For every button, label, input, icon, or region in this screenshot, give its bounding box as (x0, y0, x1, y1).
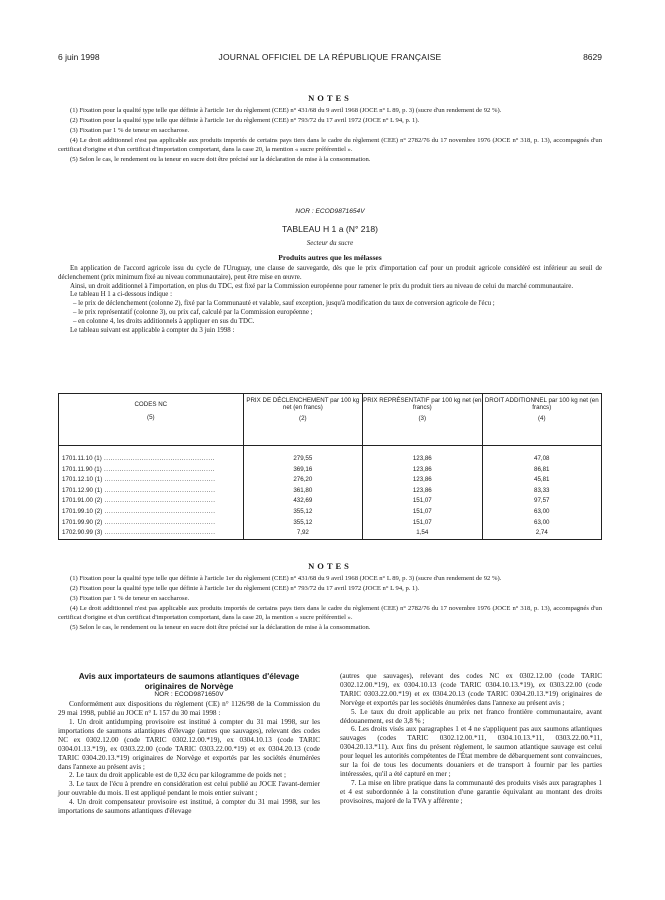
cell-representative-price (363, 528, 482, 539)
avis-paragraph: 3. Le taux de l'écu à prendre en considération est celui publié au JOCE l'avant-dernier jour ouvrable du mois. Il est appliqué pendant le mois entier suivant ; (58, 780, 320, 798)
dot-leader: .................................................. (101, 465, 215, 473)
tableau-nor: NOR : ECOD9871654V (295, 208, 365, 215)
column-header-codes (59, 394, 244, 446)
cell-representative-price-value: 123,86 (412, 465, 432, 473)
cell-nc-code (59, 528, 244, 539)
cell-trigger-price-value: 361,80 (293, 486, 313, 494)
header-page-number: 8629 (583, 52, 602, 62)
note-item: (5) Selon le cas, le rendement ou la teneur en sucre doit être précisé sur la déclaration de mise à la consommation. (70, 623, 371, 631)
cell-nc-code (59, 475, 244, 486)
intro-bullet: – en colonne 4, les droits additionnels à appliquer en sus du TDC. (73, 317, 255, 325)
header-journal-title: JOURNAL OFFICIEL DE LA RÉPUBLIQUE FRANÇAISE (218, 52, 442, 62)
cell-representative-price-value: 151,07 (412, 507, 432, 515)
header-date: 6 juin 1998 (58, 52, 100, 62)
cell-nc-code-value: 1702.90.99 (3) (62, 529, 103, 537)
cell-representative-price (363, 486, 482, 497)
cell-nc-code-value: 1701.99.10 (2) (62, 507, 103, 515)
cell-representative-price-value: 123,86 (412, 486, 432, 494)
note-item: (1) Fixation pour la qualité type telle que définie à l'article 1er du règlement (CEE) n° 431/68 du 9 avril 1968 (JOCE n° L 89, p. 3) (sucre d'un rendement de 92 %). (70, 575, 502, 582)
cell-nc-code-value: 1701.12.10 (1) (62, 476, 103, 484)
cell-representative-price-value: 123,86 (412, 455, 432, 462)
cell-representative-price (363, 475, 482, 486)
note-item: (3) Fixation par 1 % de teneur en saccharose. (70, 126, 190, 134)
cell-trigger-price (243, 528, 362, 539)
cell-trigger-price-value: 276,20 (293, 476, 313, 484)
cell-nc-code (59, 486, 244, 497)
avis-paragraph: 1. Un droit antidumping provisoire est institué à compter du 31 mai 1998, sur les importations de saumons atlantiques d'élevage (autres que sauvages), relevant des codes NC ex 0302.12.00 (code TARIC 0302.12.00.*19), ex 0304.10.13 (code TARIC 0304.01.13.*19), ex 0303.22.00 (code TARIC 0303.22.00.*19) et ex 0304.20.13 (code TARIC 0304.20.13.*19) originaires de Norvège et exportés par les sociétés énumérées dans l'annexe au présent avis ; (58, 718, 320, 771)
cell-nc-code-value: 1701.12.90 (1) (62, 486, 103, 494)
dot-leader: .................................................. (101, 455, 215, 462)
cell-trigger-price (243, 454, 362, 465)
notes-bottom-title: NOTES (308, 561, 352, 571)
cell-trigger-price (243, 496, 362, 507)
tableau-sector: Secteur du sucre (306, 239, 354, 247)
note-item: (2) Fixation pour la qualité type telle que définie à l'article 1er du règlement (CEE) n° 793/72 du 17 avril 1972 (JOCE n° L 94, p. 1). (70, 116, 420, 124)
note-item: (5) Selon le cas, le rendement ou la teneur en sucre doit être précisé sur la déclaration de mise à la consommation. (70, 155, 371, 163)
cell-additional-duty-value: 63,00 (534, 518, 550, 526)
cell-trigger-price (243, 465, 362, 476)
cell-additional-duty-value: 86,81 (534, 465, 550, 473)
column-header-representative-price (363, 394, 482, 446)
intro-bullet: – le prix de déclenchement (colonne 2), fixé par la Communauté et valable, sauf exception, jusqu'à modification du taux de conversion agricole de l'écu ; (73, 300, 495, 308)
table-body (59, 446, 602, 540)
cell-additional-duty (482, 528, 601, 539)
cell-representative-price-value: 1,54 (416, 529, 429, 537)
cell-representative-price (363, 518, 482, 529)
avis-nor: NOR : ECOD9871650V (154, 691, 224, 699)
column-header-additional-duty (482, 394, 601, 446)
table-row (59, 465, 602, 476)
note-item: (4) Le droit additionnel n'est pas applicable aux produits importés de certains pays tiers dans le cadre du règlement (CEE) n° 2782/76 du 17 novembre 1976 (JOCE n° 318, p. 13), accompagnés d'un certificat d'origine et d'un certificat d'importation comportant, dans la case 20, la mention « sucre préférentiel ». (58, 136, 602, 153)
cell-representative-price-value: 151,07 (412, 497, 432, 505)
cell-nc-code (59, 518, 244, 529)
note-item: (2) Fixation pour la qualité type telle que définie à l'article 1er du règlement (CEE) n° 793/72 du 17 avril 1972 (JOCE n° L 94, p. 1). (70, 584, 420, 592)
avis-paragraph: 2. Le taux du droit applicable est de 0,32 écu par kilogramme de poids net ; (69, 771, 286, 780)
note-item: (1) Fixation pour la qualité type telle que définie à l'article 1er du règlement (CEE) n° 431/68 du 9 avril 1968 (JOCE n° L 89, p. 3) (sucre d'un rendement de 92 %). (70, 107, 502, 114)
cell-additional-duty (482, 475, 601, 486)
cell-additional-duty-value: 83,33 (534, 486, 550, 494)
table-row (59, 518, 602, 529)
column-number: (2) (299, 415, 307, 422)
cell-trigger-price (243, 475, 362, 486)
intro-paragraph: Ainsi, un droit additionnel à l'importation, en plus du TDC, est fixé par la Commission européenne pour ramener le prix du produit tiers au niveau de celui du marché communautaire. (70, 282, 574, 290)
table-row (59, 528, 602, 539)
cell-trigger-price (243, 518, 362, 529)
cell-representative-price-value: 123,86 (412, 476, 432, 484)
avis-right-column (340, 672, 602, 806)
table-row (59, 486, 602, 497)
intro-paragraph: En application de l'accord agricole issu du cycle de l'Uruguay, une clause de sauvegarde, dès que le prix d'importation caf pour un produit agricole considéré est inférieur au seuil de déclenchement (prix minimum fixé au niveau communautaire), peut être mise en œuvre. (58, 265, 602, 281)
cell-additional-duty-value: 63,00 (534, 507, 550, 515)
cell-additional-duty-value: 2,74 (535, 529, 548, 537)
cell-trigger-price (243, 507, 362, 518)
tableau-subtitle: Produits autres que les mélasses (278, 253, 382, 262)
cell-additional-duty (482, 486, 601, 497)
table-spacer-row (59, 446, 602, 455)
cell-nc-code (59, 507, 244, 518)
cell-nc-code (59, 496, 244, 507)
cell-representative-price (363, 507, 482, 518)
column-header-trigger-price (243, 394, 362, 446)
column-header-label: PRIX REPRÉSENTATIF par 100 kg net (en francs) (363, 397, 482, 411)
column-header-label: PRIX DE DÉCLENCHEMENT par 100 kg net (en francs) (246, 397, 360, 411)
cell-trigger-price-value: 7,92 (296, 529, 309, 537)
cell-additional-duty (482, 518, 601, 529)
avis-title: Avis aux importateurs de saumons atlantiques d'élevage originaires de Norvège (78, 672, 300, 691)
cell-representative-price (363, 465, 482, 476)
cell-nc-code-value: 1701.99.90 (2) (62, 518, 103, 526)
table-header-row (59, 394, 602, 446)
dot-leader: .................................................. (102, 529, 216, 537)
note-item: (3) Fixation par 1 % de teneur en saccharose. (70, 594, 190, 602)
running-header (58, 52, 602, 66)
cell-additional-duty (482, 465, 601, 476)
avis-paragraph: Conformément aux dispositions du règlement (CE) n° 1126/98 de la Commission du 29 mai 1998, publié au JOCE n° L 157 du 30 mai 1998 : (58, 700, 320, 718)
avis-left-column (58, 672, 320, 816)
cell-additional-duty (482, 507, 601, 518)
cell-additional-duty-value: 47,08 (534, 455, 550, 462)
column-number: (5) (147, 414, 155, 421)
column-header-label: DROIT ADDITIONNEL par 100 kg net (en francs) (484, 397, 599, 411)
dot-leader: .................................................. (102, 497, 216, 505)
cell-additional-duty (482, 454, 601, 465)
avis-paragraph: 5. Le taux du droit applicable au prix net franco frontière communautaire, avant dédouanement, est de 3,8 % ; (340, 707, 602, 725)
column-number: (3) (418, 415, 427, 422)
avis-paragraph: 7. La mise en libre pratique dans la communauté des produits visés aux paragraphes 1 et 4 est subordonnée à la constitution d'une garantie équivalant au montant des droits provisoires, majoré de la TVA y afférente ; (340, 778, 602, 805)
table-row (59, 475, 602, 486)
column-header-label: CODES NC (134, 401, 168, 408)
dot-leader: .................................................. (102, 476, 216, 484)
cell-trigger-price (243, 486, 362, 497)
cell-trigger-price-value: 355,12 (293, 507, 313, 515)
dot-leader: .................................................. (102, 507, 216, 515)
cell-nc-code (59, 465, 244, 476)
cell-nc-code (59, 454, 244, 465)
intro-bullet: – le prix représentatif (colonne 3), ou prix caf, calculé par la Commission européenne ; (73, 308, 313, 316)
cell-trigger-price-value: 355,12 (293, 518, 313, 526)
table-row (59, 507, 602, 518)
cell-representative-price (363, 454, 482, 465)
intro-paragraph: Le tableau H 1 a ci-dessous indique : (70, 291, 172, 299)
notes-bottom (58, 561, 602, 634)
cell-nc-code-value: 1701.91.00 (2) (62, 497, 103, 505)
avis-paragraph: (autres que sauvages), relevant des codes NC ex 0302.12.00 (code TARIC 0302.12.00.*19), ex 0304.10.13 (code TARIC 0304.10.13.*19), ex 0303.22.00 (code TARIC 0303.22.00.*19) et ex 0304.20.13 (code TARIC 0304.20.13.*19) originaires de Norvège et exportés par les sociétés énumérées dans l'annexe au présent avis ; (340, 672, 602, 707)
cell-nc-code-value: 1701.11.10 (1) (62, 455, 102, 462)
dot-leader: .................................................. (102, 518, 216, 526)
cell-trigger-price-value: 279,55 (293, 455, 313, 462)
cell-trigger-price-value: 369,16 (293, 465, 313, 473)
tableau-section (58, 208, 602, 335)
table-row (59, 454, 602, 465)
cell-representative-price-value: 151,07 (412, 518, 432, 526)
cell-additional-duty-value: 97,57 (534, 497, 550, 505)
notes-top (58, 93, 602, 166)
tableau-title: TABLEAU H 1 a (N° 218) (282, 224, 378, 234)
cell-representative-price (363, 496, 482, 507)
cell-trigger-price-value: 432,69 (293, 497, 313, 505)
notes-top-title: NOTES (308, 93, 352, 103)
applicable-date: Le tableau suivant est applicable à compter du 3 juin 1998 : (70, 326, 235, 334)
cell-additional-duty (482, 496, 601, 507)
cell-nc-code-value: 1701.11.90 (1) (62, 465, 102, 473)
sugar-duty-table (58, 393, 602, 540)
cell-additional-duty-value: 45,81 (534, 476, 550, 484)
avis-paragraph: 4. Un droit compensateur provisoire est institué, à compter du 31 mai 1998, sur les importations de saumons atlantiques d'élevage (58, 798, 320, 816)
column-number: (4) (537, 415, 546, 422)
avis-paragraph: 6. Les droits visés aux paragraphes 1 et 4 ne s'appliquent pas aux saumons atlantiques sauvages (codes TARIC 0302.12.00.*11, 0304.10.13.*11, 0303.22.00.*11, 0304.20.13.*11). Aux fins du présent règlement, le saumon atlantique sauvage est celui pour lequel les autorités compétentes de l'État membre de débarquement sont convaincues, sur la foi de tous les documents douaniers et de transport à fournir par les parties intéressées, qu'il a été capturé en mer ; (340, 725, 602, 778)
note-item: (4) Le droit additionnel n'est pas applicable aux produits importés de certains pays tiers dans le cadre du règlement (CEE) n° 2782/76 du 17 novembre 1976 (JOCE n° 318, p. 13), accompagnés d'un certificat d'origine et d'un certificat d'importation comportant, dans la case 20, la mention « sucre préférentiel ». (58, 604, 602, 621)
table-row (59, 496, 602, 507)
dot-leader: .................................................. (102, 486, 216, 494)
